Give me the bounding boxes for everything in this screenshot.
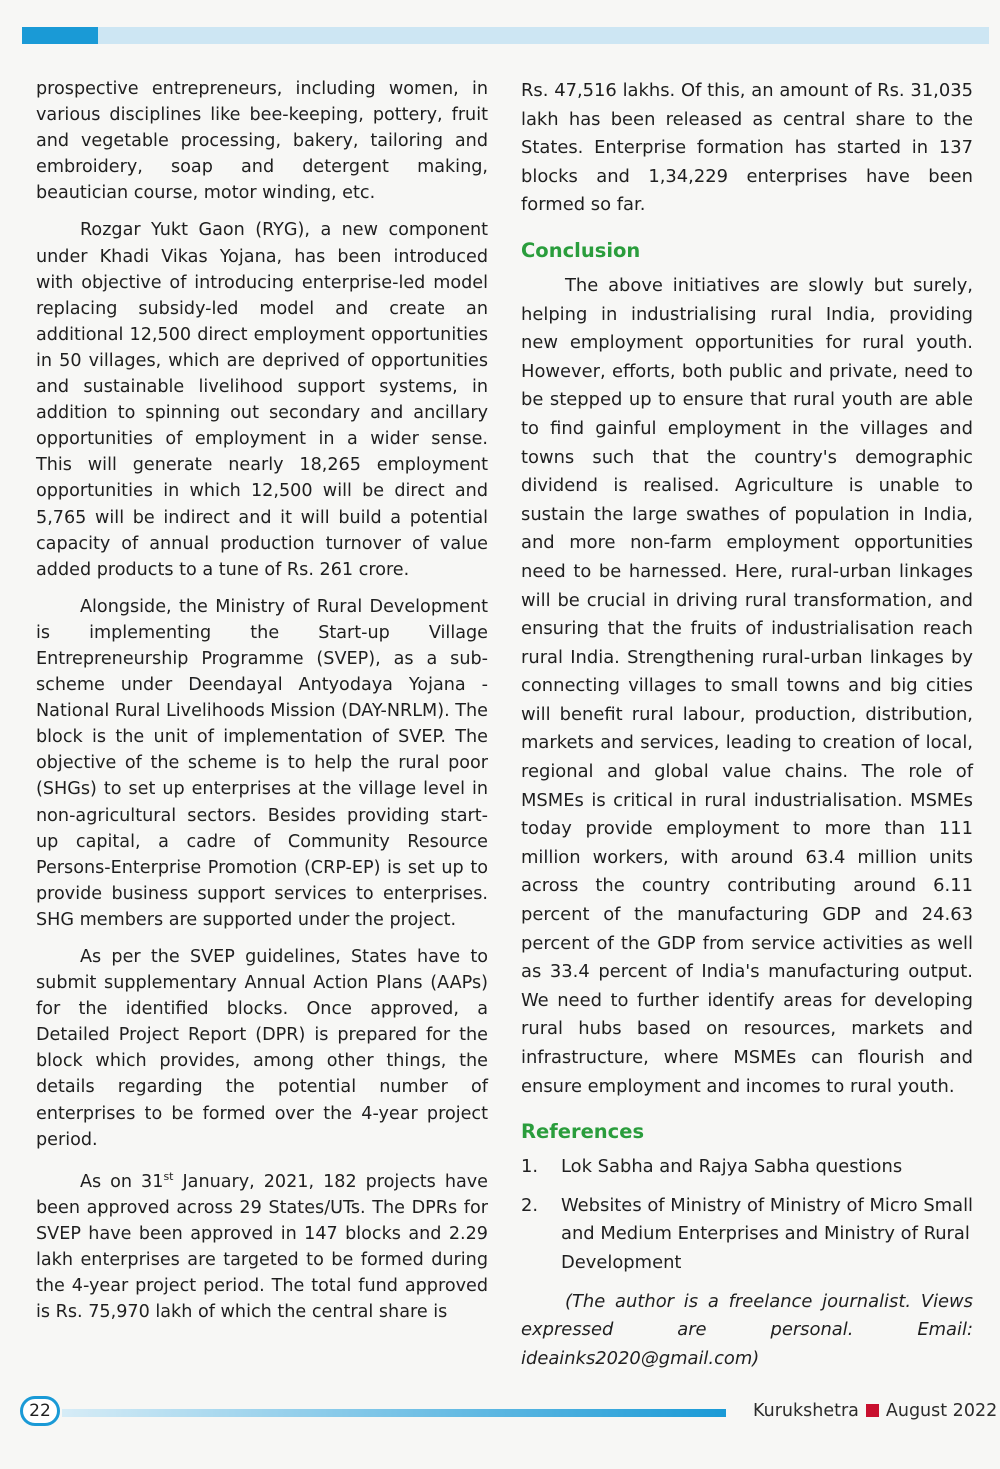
reference-text: Lok Sabha and Rajya Sabha questions (561, 1156, 903, 1178)
footer-square-icon (866, 1404, 879, 1417)
left-column (36, 76, 488, 1325)
paragraph-svep: Alongside, the Ministry of Rural Development is implementing the Start-up Village Entrepreneurship Programme (SVEP), as a sub-scheme under Deendayal Antyodaya Yojana -National Rural Livelihoods Mission (DAY-NRLM). The block is the unit of implementation of SVEP. The objective of the scheme is to help the rural poor (SHGs) to set up enterprises at the village level in non-agricultural sectors. Besides providing start-up capital, a cadre of Community Resource Persons-Enterprise Promotion (CRP-EP) is set up to provide business support services to enterprises. SHG members are supported under the project. (36, 596, 489, 930)
projects-text-sup: st (163, 1169, 174, 1183)
paragraph-svep-guidelines: As per the SVEP guidelines, States have to submit supplementary Annual Action Plans (AAPs) for the identified blocks. Once approved, a Detailed Project Report (DPR) is prepared for the block which provides, among other things, the details regarding the potential number of enterprises to be formed over the 4-year project period. (36, 947, 488, 1150)
conclusion-heading: Conclusion (521, 238, 641, 262)
issue-date: August 2022 (885, 1401, 998, 1421)
paragraph-fund-continuation: Rs. 47,516 lakhs. Of this, an amount of Rs. 31,035 lakh has been released as central share to the States. Enterprise formation has started in 137 blocks and 1,34,229 enterprises have been formed so far. (521, 80, 973, 216)
references-list (521, 1153, 973, 1277)
paragraph-continuation: prospective entrepreneurs, including women, in various disciplines like bee-keeping, pottery, fruit and vegetable processing, bakery, tailoring and embroidery, soap and detergent making, beautician course, motor winding, etc. (36, 79, 488, 204)
references-heading: References (521, 1120, 645, 1144)
magazine-name: Kurukshetra (753, 1401, 859, 1421)
projects-text-post: January, 2021, 182 projects have been approved across 29 States/UTs. The DPRs for SVEP have been approved in 147 blocks and 2.29 lakh enterprises are targeted to be formed during the 4-year project period. The total fund approved is Rs. 75,970 lakh of which the central share is (36, 1171, 488, 1323)
conclusion-paragraph: The above initiatives are slowly but surely, helping in industrialising rural India, providing new employment opportunities for rural youth. However, efforts, both public and private, need to be stepped up to ensure that rural youth are able to find gainful employment in the villages and towns such that the country's demographic dividend is realised. Agriculture is unable to sustain the large swathes of population in India, and more non-farm employment opportunities need to be harnessed. Here, rural-urban linkages will be crucial in driving rural transformation, and ensuring that the fruits of industrialisation reach rural India. Strengthening rural-urban linkages by connecting villages to small towns and big cities will benefit rural labour, production, distribution, markets and services, leading to creation of local, regional and global value chains. The role of MSMEs is critical in rural industrialisation. MSMEs today provide employment to more than 111 million workers, with around 63.4 million units across the country contributing around 6.11 percent of the manufacturing GDP and 24.63 percent of the GDP from service activities as well as 33.4 percent of India's manufacturing output. We need to further identify areas for developing rural hubs based on resources, markets and infrastructure, where MSMEs can flourish and ensure employment and incomes to rural youth. (521, 274, 973, 1097)
page-number: 22 (20, 1396, 60, 1426)
top-decorative-bar (22, 27, 989, 44)
footer-publication (753, 1401, 997, 1421)
reference-text: Websites of Ministry of Ministry of Micro Small and Medium Enterprises and Ministry of Rural Development (561, 1194, 974, 1273)
reference-item (521, 1192, 973, 1278)
reference-number: 2. (521, 1194, 539, 1216)
paragraph-ryg: Rozgar Yukt Gaon (RYG), a new component under Khadi Vikas Yojana, has been introduced with objective of introducing enterprise-led model replacing subsidy-led model and create an additional 12,500 direct employment opportunities in 50 villages, which are deprived of opportunities and sustainable livelihood support systems, in addition to spinning out secondary and ancillary opportunities of employment in a wider sense. This will generate nearly 18,265 employment opportunities in which 12,500 will be direct and 5,765 will be indirect and it will build a potential capacity of annual production turnover of value added products to a tune of Rs. 261 crore. (36, 220, 488, 580)
reference-number: 1. (521, 1156, 539, 1178)
reference-item (521, 1153, 973, 1182)
footer-decorative-line (62, 1409, 726, 1417)
projects-text-pre: As on 31 (80, 1171, 164, 1192)
author-note: (The author is a freelance journalist. Views expressed are personal. Email: ideainks2020@gmail.com) (521, 1290, 973, 1369)
paragraph-projects-approved (36, 1164, 488, 1325)
right-column (521, 77, 973, 1373)
top-bar-accent (22, 27, 98, 44)
